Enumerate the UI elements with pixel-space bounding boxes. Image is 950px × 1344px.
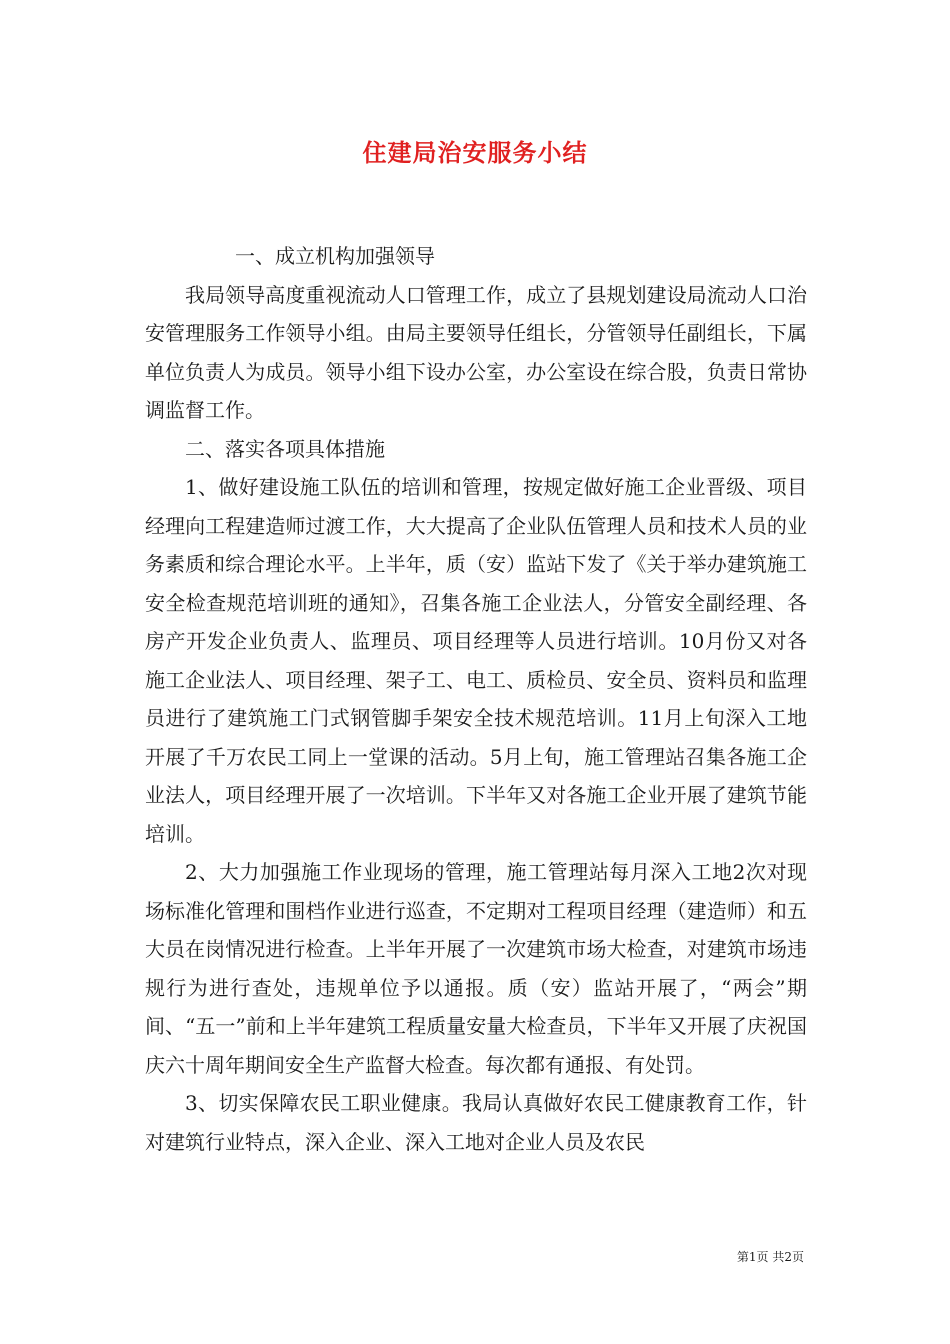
document-title: 住建局治安服务小结 bbox=[362, 139, 588, 167]
paragraph-1: 我局领导高度重视流动人口管理工作，成立了县规划建设局流动人口治安管理服务工作领导小组。由局主要领导任组长，分管领导任副组长，下属单位负责人为成员。领导小组下设办公室，办公室设在综合股，负责日常协调监督工作。 bbox=[145, 282, 807, 422]
section-heading-1: 一、成立机构加强领导 bbox=[235, 244, 435, 268]
paragraph-item-3: 3、切实保障农民工职业健康。我局认真做好农民工健康教育工作，针对建筑行业特点，深入企业、深入工地对企业人员及农民 bbox=[145, 1091, 807, 1154]
section-heading-2: 二、落实各项具体措施 bbox=[185, 436, 385, 461]
paragraph-item-2: 2、大力加强施工作业现场的管理，施工管理站每月深入工地2次对现场标准化管理和围档作业进行巡查，不定期对工程项目经理（建造师）和五大员在岗情况进行检查。上半年开展了一次建筑市场大检查，对建筑市场违规行为进行查处，违规单位予以通报。质（安）监站开展了，“两会”期间、“五一”前和上半年建筑工程质量安量大检查员，下半年又开展了庆祝国庆六十周年期间安全生产监督大检查。每次都有通报、有处罚。 bbox=[145, 860, 807, 1077]
document-body bbox=[145, 237, 807, 1161]
page-number-footer: 第1页 共2页 bbox=[736, 1250, 804, 1264]
paragraph-item-1: 1、做好建设施工队伍的培训和管理，按规定做好施工企业晋级、项目经理向工程建造师过渡工作，大大提高了企业队伍管理人员和技术人员的业务素质和综合理论水平。上半年，质（安）监站下发了《关于举办建筑施工安全检查规范培训班的通知》，召集各施工企业法人，分管安全副经理、各房产开发企业负责人、监理员、项目经理等人员进行培训。10月份又对各施工企业法人、项目经理、架子工、电工、质检员、安全员、资料员和监理员进行了建筑施工门式钢管脚手架安全技术规范培训。11月上旬深入工地开展了千万农民工同上一堂课的活动。5月上旬，施工管理站召集各施工企业法人，项目经理开展了一次培训。下半年又对各施工企业开展了建筑节能培训。 bbox=[145, 475, 807, 846]
